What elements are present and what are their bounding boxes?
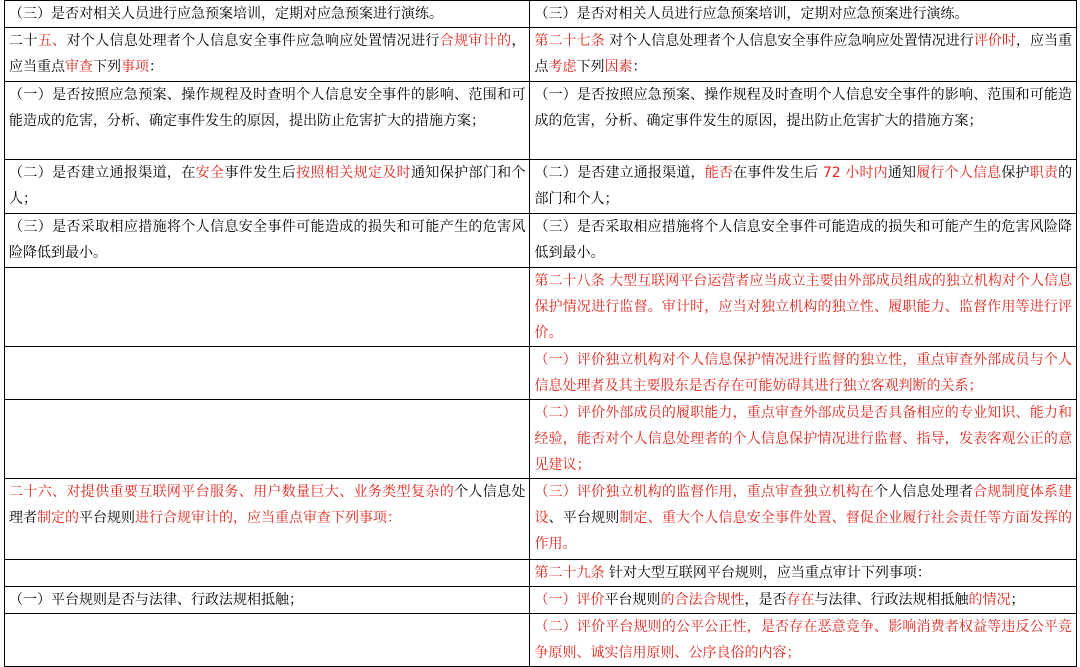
clause-text: （一）是否按照应急预案、操作规程及时查明个人信息安全事件的影响、范围和可能造成的危害，分析、确定事件发生的原因，提出防止危害扩大的措施方案； bbox=[9, 87, 526, 129]
highlighted-text: 合规制度体系建设 bbox=[534, 484, 1073, 526]
clause-text: 与法律、行政法规相抵触 bbox=[814, 592, 969, 608]
clause-text: ： bbox=[632, 59, 647, 75]
highlighted-text: 考虑 bbox=[548, 59, 577, 75]
clause-text: 通知保护部门和个人； bbox=[9, 165, 526, 207]
clause-text: （三）是否采取相应措施将个人信息安全事件可能造成的损失和可能产生的危害风险降低到最小。 bbox=[534, 219, 1072, 261]
highlighted-text: 履行个人信息 bbox=[916, 165, 1002, 181]
table-row bbox=[5, 614, 1077, 667]
clause-text: ： bbox=[149, 59, 163, 75]
clause-text: 保护 bbox=[1001, 165, 1030, 181]
old-version-cell bbox=[5, 160, 530, 214]
old-version-cell bbox=[5, 1, 530, 28]
clause-text: （三）是否对相关人员进行应急预案培训，定期对应急预案进行演练。 bbox=[534, 6, 969, 22]
highlighted-text: （一）评价独立机构对个人信息保护情况进行监督的独立性，重点审查外部成员与个人信息处理者及其主要股东是否存在可能妨碍其进行独立客观判断的关系； bbox=[534, 352, 1072, 394]
clause-text: ，应当重点 bbox=[9, 33, 526, 75]
new-version-cell bbox=[530, 560, 1077, 587]
table-row bbox=[5, 347, 1077, 400]
highlighted-text: 制定、重大个人信息安全事件处置、督促企业履行社会责任等方面发挥的作用。 bbox=[534, 510, 1073, 552]
highlighted-text: 第二十七条 bbox=[534, 33, 605, 49]
highlighted-text: 能否 bbox=[704, 165, 734, 181]
clause-text: ，是否 bbox=[744, 592, 787, 608]
highlighted-text: 合规审计的 bbox=[439, 33, 512, 49]
old-version-cell bbox=[5, 400, 530, 479]
clause-text: 、平台规则 bbox=[548, 510, 620, 526]
clause-text: （一）是否按照应急预案、操作规程及时查明个人信息安全事件的影响、范围和可能造成的危害，分析、确定事件发生的原因，提出防止危害扩大的措施方案； bbox=[534, 87, 1072, 129]
new-version-cell bbox=[530, 587, 1077, 614]
clause-text: （二）是否建立通报渠道， bbox=[534, 165, 705, 181]
new-version-cell bbox=[530, 82, 1077, 160]
clause-text: 二十 bbox=[9, 33, 38, 49]
highlighted-text: （一）评价 bbox=[534, 592, 605, 608]
clause-text: （三）是否采取相应措施将个人信息安全事件可能造成的损失和可能产生的危害风险降低到最小。 bbox=[9, 219, 526, 261]
old-version-cell bbox=[5, 479, 530, 560]
highlighted-text: 事项 bbox=[121, 59, 149, 75]
clause-text: 针对大型互联网平台规则，应当重点审计下列事项： bbox=[604, 565, 931, 581]
old-version-cell bbox=[5, 347, 530, 400]
table-row bbox=[5, 1, 1077, 28]
highlighted-text: 安全 bbox=[195, 165, 225, 181]
clause-text: 对个人信息处理者个人信息安全事件应急响应处置情况进行 bbox=[604, 33, 974, 49]
table-row bbox=[5, 268, 1077, 347]
clause-text: 个人信息处理者 bbox=[874, 484, 974, 500]
table-row bbox=[5, 82, 1077, 160]
highlighted-text: （二）评价外部成员的履职能力，重点审查外部成员是否具备相应的专业知识、能力和经验，能否对个人信息处理者的个人信息保护情况进行监督、指导，发表客观公正的意见建议； bbox=[534, 405, 1072, 473]
table-row bbox=[5, 400, 1077, 479]
old-version-cell bbox=[5, 560, 530, 587]
clause-text: 通知 bbox=[887, 165, 917, 181]
clause-text: ； bbox=[1010, 592, 1025, 608]
clause-text: （一）平台规则是否与法律、行政法规相抵触； bbox=[9, 592, 303, 608]
highlighted-text: 因素 bbox=[604, 59, 633, 75]
clause-text: 下列 bbox=[93, 59, 121, 75]
highlighted-text: 第二十八条 大型互联网平台运营者应当成立主要由外部成员组成的独立机构对个人信息保护情况进行监督。审计时，应当对独立机构的独立性、履职能力、监督作用等进行评价。 bbox=[534, 273, 1072, 341]
table-row bbox=[5, 214, 1077, 268]
new-version-cell bbox=[530, 28, 1077, 82]
highlighted-text: （三）评价独立机构的监督作用，重点审查独立机构在 bbox=[534, 484, 875, 500]
new-version-cell bbox=[530, 160, 1077, 214]
old-version-cell bbox=[5, 28, 530, 82]
table-row bbox=[5, 560, 1077, 587]
clause-text: 下列 bbox=[576, 59, 605, 75]
clause-text: （三）是否对相关人员进行应急预案培训，定期对应急预案进行演练。 bbox=[9, 6, 443, 22]
highlighted-text: 审查 bbox=[65, 59, 93, 75]
clause-text: 在事件发生后 bbox=[733, 165, 823, 181]
table-row bbox=[5, 587, 1077, 614]
highlighted-text: （二）评价平台规则的公平公正性，是否存在恶意竞争、影响消费者权益等违反公平竞争原则、诚实信用原则、公序良俗的内容； bbox=[534, 619, 1072, 661]
clause-text: 平台规则 bbox=[79, 510, 135, 526]
old-version-cell bbox=[5, 82, 530, 160]
clause-text: 平台规则 bbox=[604, 592, 661, 608]
new-version-cell bbox=[530, 268, 1077, 347]
highlighted-text: 五、 bbox=[37, 33, 67, 49]
clause-text: ，应当重点 bbox=[534, 33, 1073, 75]
clause-text: 事件发生后 bbox=[224, 165, 297, 181]
clause-text: （二）是否建立通报渠道，在 bbox=[9, 165, 196, 181]
new-version-cell bbox=[530, 347, 1077, 400]
table-row bbox=[5, 479, 1077, 560]
table-row bbox=[5, 28, 1077, 82]
comparison-table-body bbox=[5, 1, 1077, 667]
old-version-cell bbox=[5, 268, 530, 347]
new-version-cell bbox=[530, 1, 1077, 28]
highlighted-text: 进行合规审计的，应当重点审查下列事项： bbox=[135, 510, 401, 526]
new-version-cell bbox=[530, 400, 1077, 479]
new-version-cell bbox=[530, 214, 1077, 268]
old-version-cell bbox=[5, 587, 530, 614]
highlighted-text: 二十六、对提供重要互联网平台服务、用户数量巨大、业务类型复杂的 bbox=[9, 484, 455, 500]
clause-text: 个人信息处理者 bbox=[9, 484, 526, 526]
highlighted-text: 存在 bbox=[786, 592, 815, 608]
table-row bbox=[5, 160, 1077, 214]
old-version-cell bbox=[5, 614, 530, 667]
clause-text: 的部门和个人； bbox=[534, 165, 1073, 207]
clause-text: 对个人信息处理者个人信息安全事件应急响应处置情况进行 bbox=[66, 33, 440, 49]
comparison-table bbox=[4, 0, 1077, 667]
highlighted-text: 72 小时内 bbox=[822, 165, 888, 181]
highlighted-text: 第二十九条 bbox=[534, 565, 605, 581]
old-version-cell bbox=[5, 214, 530, 268]
highlighted-text: 的情况 bbox=[968, 592, 1011, 608]
highlighted-text: 评价时 bbox=[973, 33, 1016, 49]
highlighted-text: 职责 bbox=[1029, 165, 1059, 181]
highlighted-text: 按照相关规定及时 bbox=[296, 165, 412, 181]
highlighted-text: 的合法合规性 bbox=[660, 592, 745, 608]
highlighted-text: 制定的 bbox=[37, 510, 79, 526]
new-version-cell bbox=[530, 614, 1077, 667]
new-version-cell bbox=[530, 479, 1077, 560]
